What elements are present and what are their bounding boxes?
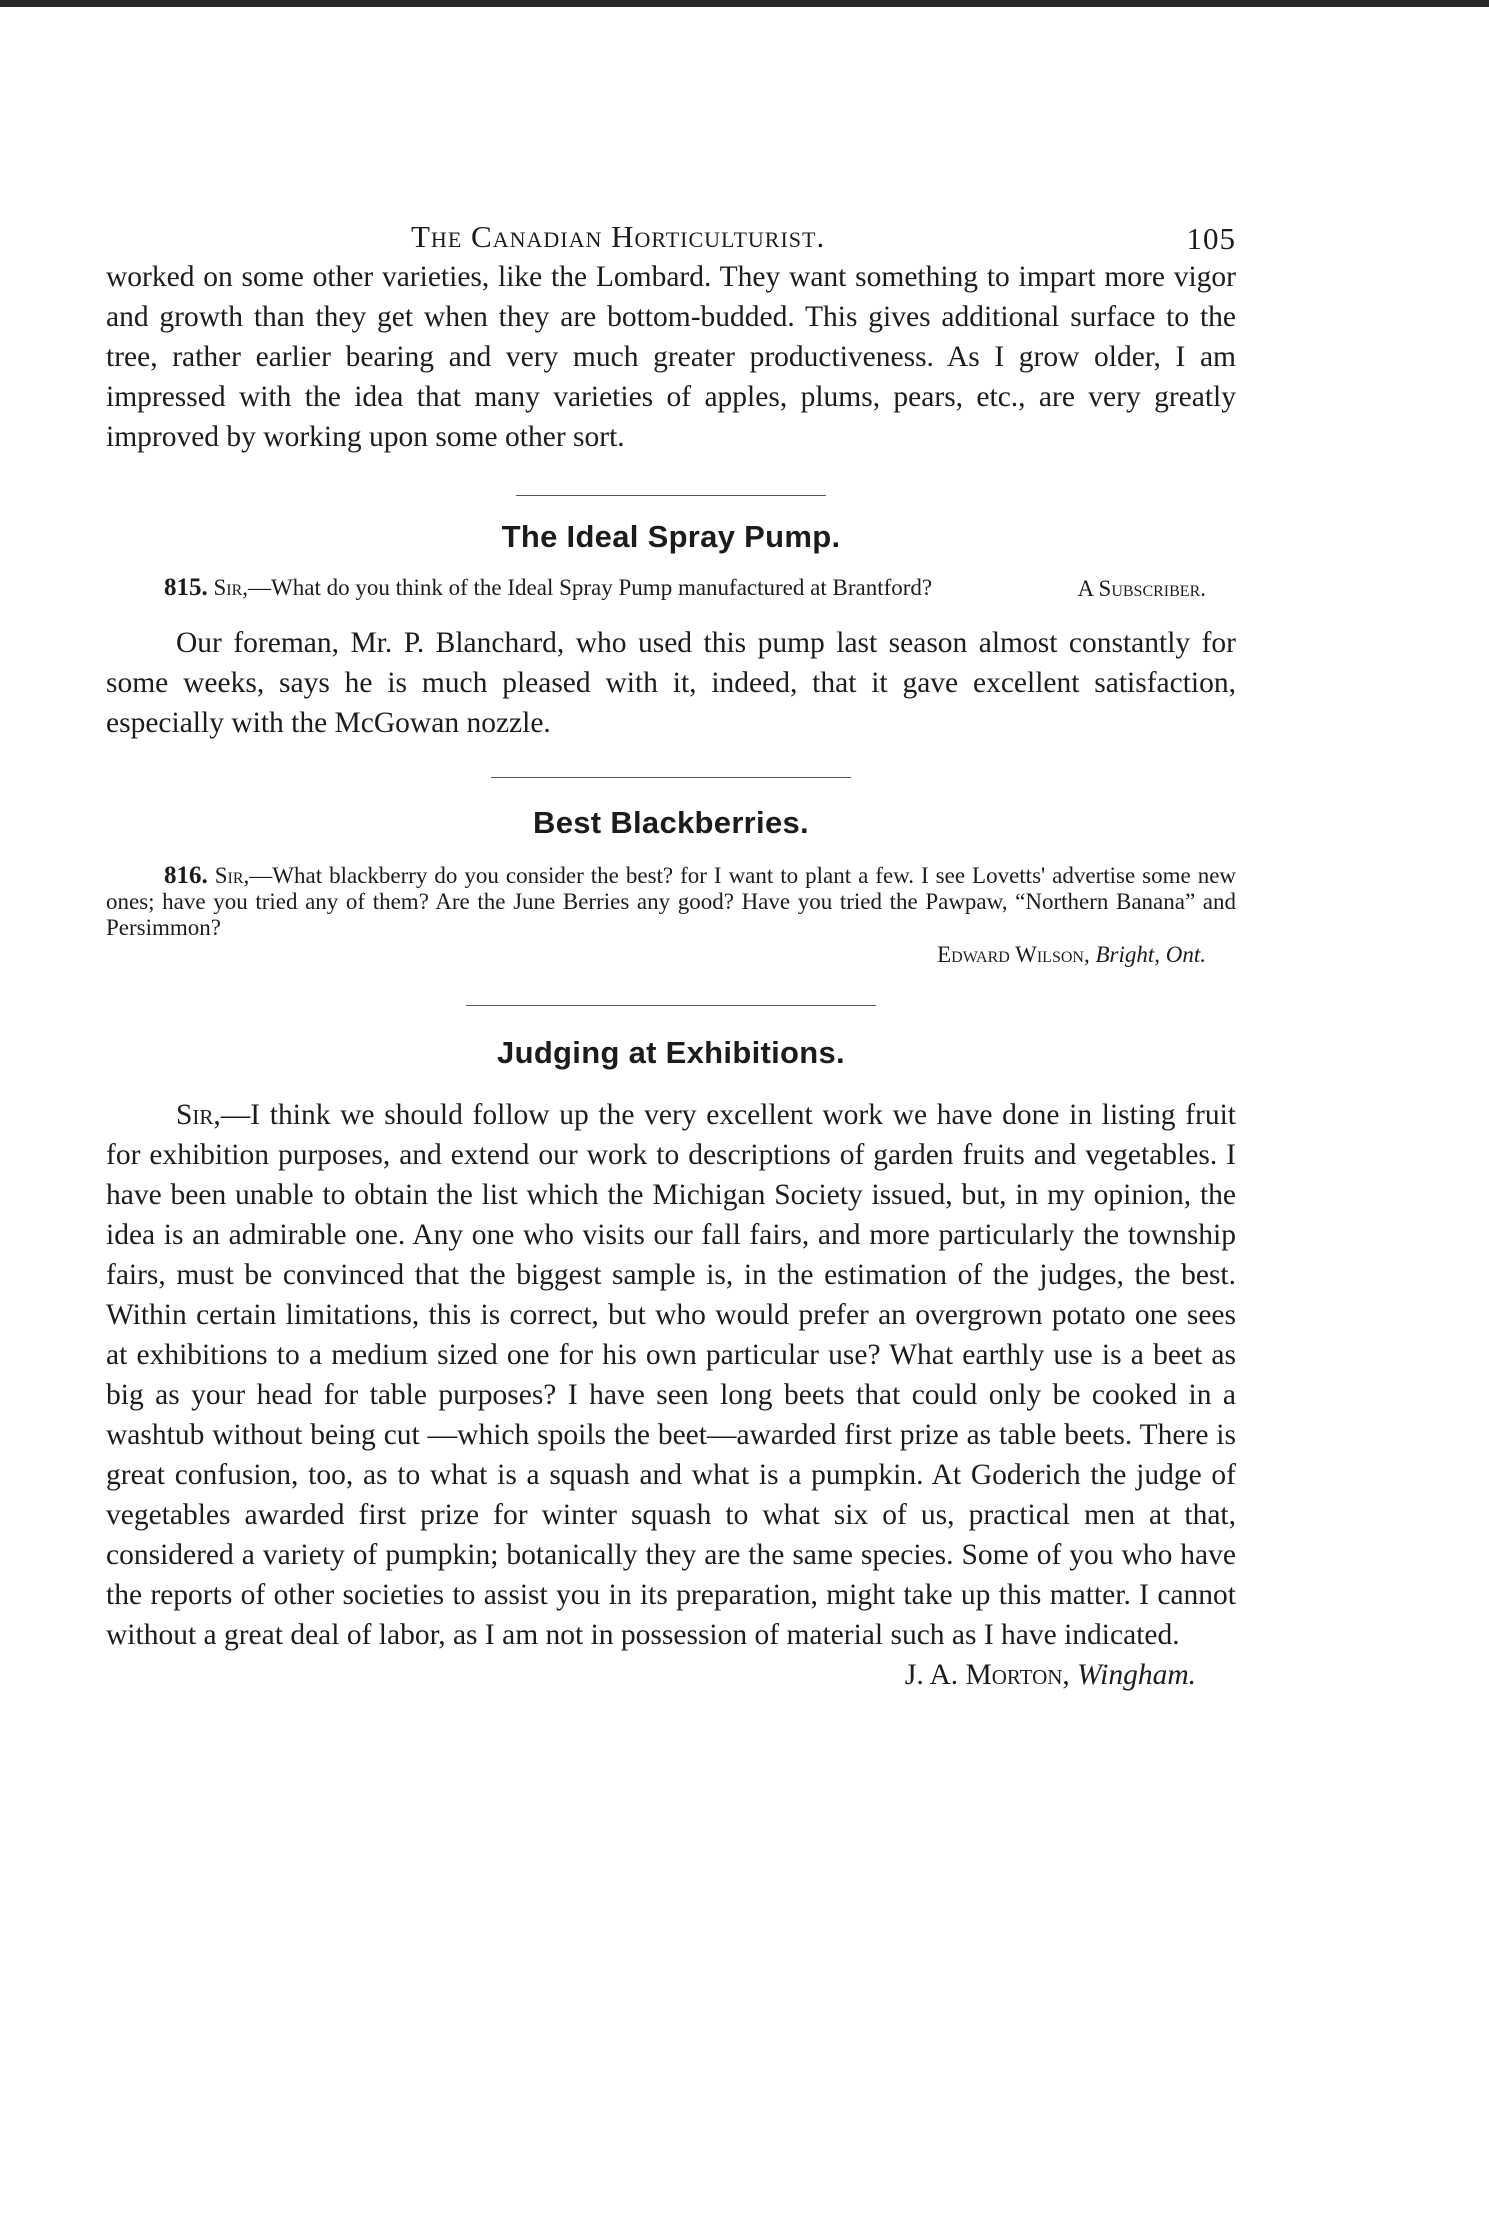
question-number: 815.: [164, 574, 208, 601]
letter-salutation: Sir,: [176, 1099, 221, 1131]
question-text: —What blackberry do you consider the best? for I want to plant a few. I see Lovetts' advertise some new ones; have you tried any of them? Are the June Berries any good? Have you tried the Pawpaw, “Northern Banana” and Persimmon?: [106, 863, 1237, 940]
letter-paragraph: [106, 1095, 1236, 1655]
answer-paragraph: Our foreman, Mr. P. Blanchard, who used this pump last season almost constantly for some weeks, says he is much pleased with it, indeed, that it gave excellent satisfaction, especially with the McGowan nozzle.: [106, 627, 1236, 739]
signature-name: Edward Wilson,: [937, 942, 1090, 967]
question-salutation: Sir,: [213, 575, 249, 600]
question-signature: [106, 941, 1236, 969]
section-ideal-spray-pump: [106, 519, 1236, 743]
signature-name: J. A. Morton,: [904, 1659, 1070, 1691]
signature-place: Bright, Ont.: [1095, 942, 1206, 967]
section-heading: The Ideal Spray Pump.: [501, 519, 841, 554]
section-heading: Best Blackberries.: [533, 805, 809, 840]
continuation-paragraph: worked on some other varieties, like the Lombard. They want something to impart more vigor and growth than they get when they are bottom-budded. This gives additional surface to the tree, rather earlier bearing and very much greater productiveness. As I grow older, I am impressed with the idea that many varieties of apples, plums, pears, etc., are very greatly improved by working upon some other sort.: [106, 261, 1236, 453]
question-816: [106, 863, 1236, 941]
section-divider: [516, 495, 826, 497]
question-salutation: Sir,: [214, 863, 250, 888]
running-header: [106, 205, 1236, 257]
question-number: 816.: [164, 862, 208, 889]
section-heading: Judging at Exhibitions.: [497, 1035, 845, 1070]
section-best-blackberries: [106, 805, 1236, 969]
section-divider: [466, 1005, 876, 1007]
document-page: [106, 205, 1236, 1695]
page-number: 105: [1186, 221, 1236, 256]
section-judging-at-exhibitions: [106, 1035, 1236, 1695]
letter-signature: [106, 1655, 1236, 1695]
journal-title: The Canadian Horticulturist.: [411, 219, 826, 254]
section-divider: [491, 777, 851, 779]
page-top-edge: [0, 0, 1489, 7]
question-signature: A Subscriber.: [1077, 576, 1206, 601]
question-text: —What do you think of the Ideal Spray Pump manufactured at Brantford?: [248, 575, 933, 600]
signature-place: Wingham.: [1077, 1659, 1196, 1691]
letter-text: —I think we should follow up the very excellent work we have done in listing fruit for exhibition purposes, and extend our work to descriptions of garden fruits and vegetables. I have been unable to obtain the list which the Michigan Society issued, but, in my opinion, the idea is an admirable one. Any one who visits our fall fairs, and more particularly the township fairs, must be convinced that the biggest sample is, in the estimation of the judges, the best. Within certain limitations, this is correct, but who would prefer an overgrown potato one sees at exhibitions to a medium sized one for his own particular use? What earthly use is a beet as big as your head for table purposes? I have seen long beets that could only be cooked in a washtub without being cut —which spoils the beet—awarded first prize as table beets. There is great confusion, too, as to what is a squash and what is a pumpkin. At Goderich the judge of vegetables awarded first prize for winter squash to what six of us, practical men at that, considered a variety of pumpkin; botanically they are the same species. Some of you who have the reports of other societies to assist you in its preparation, might take up this matter. I cannot without a great deal of labor, as I am not in possession of material such as I have indicated.: [106, 1099, 1236, 1651]
